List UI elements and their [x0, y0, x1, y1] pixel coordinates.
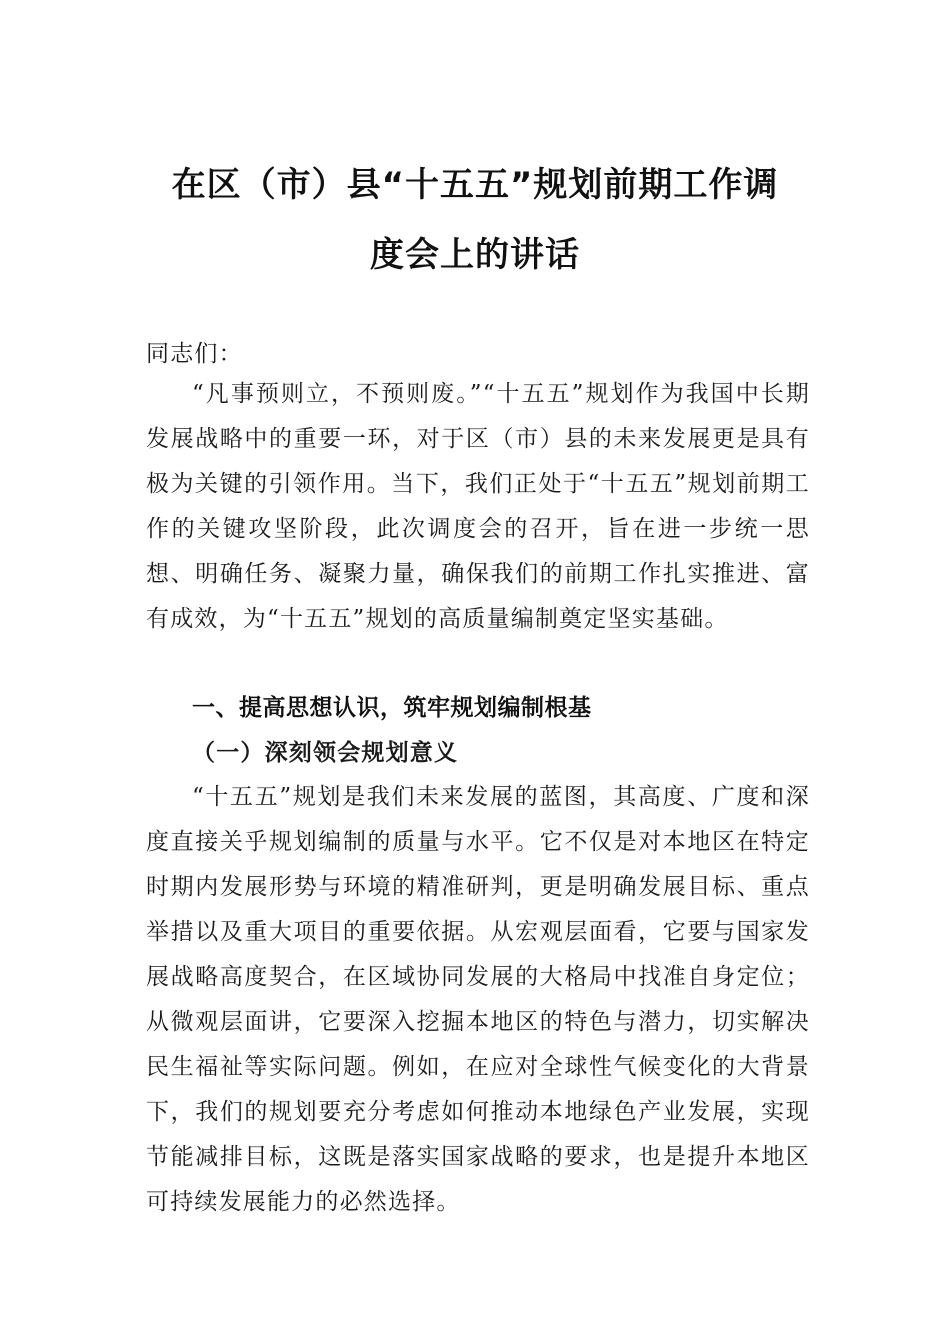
subsection-heading-1: （一）深刻领会规划意义 — [192, 739, 459, 766]
document-title-line-2: 度会上的讲话 — [370, 235, 580, 275]
opening-paragraph: “凡事预则立，不预则废。”“十五五”规划作为我国中长期发展战略中的重要一环，对于区（市）县的未来发展更是具有极为关键的引领作用。当下，我们正处于“十五五”规划前期工作的关键攻坚阶段，此次调度会的召开，旨在进一步统一思想、明确任务、凝聚力量，确保我们的前期工作扎实推进、富有成效，为“十五五”规划的高质量编制奠定坚实基础。 — [146, 381, 810, 632]
salutation: 同志们： — [146, 341, 243, 367]
body-paragraph-2: “十五五”规划是我们未来发展的蓝图，其高度、广度和深度直接关乎规划编制的质量与水平。它不仅是对本地区在特定时期内发展形势与环境的精准研判，更是明确发展目标、重点举措以及重大项目的重要依据。从宏观层面看，它要与国家发展战略高度契合，在区域协同发展的大格局中找准自身定位；从微观层面讲，它要深入挖掘本地区的特色与潜力，切实解决民生福祉等实际问题。例如，在应对全球性气候变化的大背景下，我们的规划要充分考虑如何推动本地绿色产业发展，实现节能减排目标，这既是落实国家战略的要求，也是提升本地区可持续发展能力的必然选择。 — [146, 784, 810, 1215]
document-title-line-1: 在区（市）县“十五五”规划前期工作调 — [171, 165, 779, 205]
section-heading-1: 一、提高思想认识，筑牢规划编制根基 — [192, 695, 592, 721]
